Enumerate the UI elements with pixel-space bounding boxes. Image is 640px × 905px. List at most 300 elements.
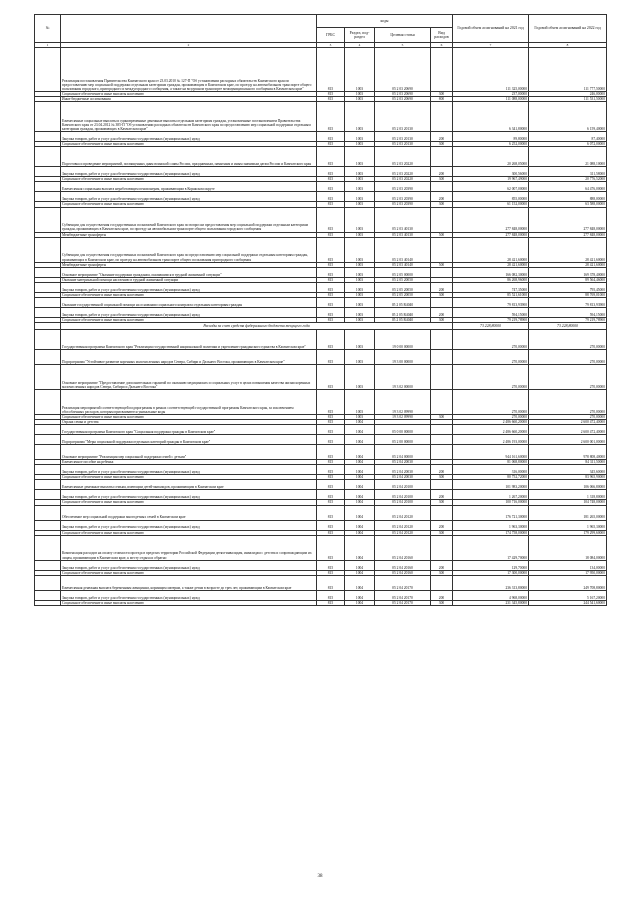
cell-celevaya: 19 3 00 00000 — [375, 350, 431, 365]
cell-value-2021: 17 429,70000 — [453, 535, 529, 560]
cell-value-2022: 270,00000 — [529, 350, 607, 365]
cell-value-2022: 79 219,78900 — [529, 317, 607, 322]
cell-num — [35, 425, 61, 435]
cell-razdel: 1003 — [345, 232, 375, 237]
cell-razdel: 1003 — [345, 202, 375, 207]
cell-celevaya: 05 2 03 20390 — [375, 182, 431, 192]
cell-celevaya: 05 2 04 20160 — [375, 535, 431, 560]
cell-celevaya: 05 2 04 20120 — [375, 530, 431, 535]
cell-value-2021: 61 152,00000 — [453, 202, 529, 207]
cell-name: Закупка товаров, работ и услуг для обеспечения государственных (муниципальных) нужд — [61, 520, 317, 530]
cell-vid — [431, 48, 453, 92]
header-vid: Вид расходов — [431, 28, 453, 43]
cell-value-2022: 106 066,80000 — [529, 480, 607, 490]
budget-table-sheet — [34, 14, 606, 606]
cell-celevaya: 05 2 04 20100 — [375, 480, 431, 490]
cell-value-2022: 345,60000 — [529, 465, 607, 475]
cell-grbs: 815 — [317, 560, 345, 570]
colnum-2: 2 — [61, 43, 317, 48]
cell-value-2022: 134,00000 — [529, 560, 607, 570]
cell-name: Реализация постановления Правительства Камчатского края от 23.03.2010 № 127-П "Об установлении расходных обязательств Камчатского края по предоставлению мер социальной поддержки отдельным категориям граждан, проживающим в Камчатском крае, по проезду на автомобильном транспорте общего пользования городского, пригородного и междугородного сообщения, а также на воздушном транспорте межмуниципального сообщения в Камчатском крае" — [61, 48, 317, 92]
cell-name: Закупка товаров, работ и услуг для обеспечения государственных (муниципальных) нужд — [61, 560, 317, 570]
cell-vid: 200 — [431, 520, 453, 530]
cell-celevaya: 05 2 03 20690 — [375, 48, 431, 92]
cell-value-2022: 20 776,52000 — [529, 177, 607, 182]
cell-razdel: 1003 — [345, 267, 375, 277]
cell-razdel: 1003 — [345, 330, 375, 350]
cell-vid: 500 — [431, 232, 453, 237]
cell-value-2022: 111 777,50000 — [529, 48, 607, 92]
cell-name: Основное мероприятие "Оказание поддержки гражданам, оказавшимся в трудной жизненной ситуации" — [61, 267, 317, 277]
cell-razdel: 1004 — [345, 560, 375, 570]
cell-value-2022: 244 541,60000 — [529, 600, 607, 605]
cell-celevaya: 05 2 04 20160 — [375, 560, 431, 570]
header-year-2022: Годовой объем ассигнований на 2022 год — [529, 15, 607, 43]
cell-grbs: 815 — [317, 232, 345, 237]
cell-grbs: 815 — [317, 520, 345, 530]
cell-value-2022: 79 813,93900 — [529, 297, 607, 307]
cell-vid: 200 — [431, 167, 453, 177]
cell-vid: 300 — [431, 475, 453, 480]
cell-value-2022: 2 600 472,40000 — [529, 425, 607, 435]
cell-vid — [431, 297, 453, 307]
cell-grbs: 815 — [317, 167, 345, 177]
cell-num — [35, 147, 61, 167]
cell-value-2021: 62 007,00000 — [453, 182, 529, 192]
cell-value-2021: 2 486 193,00000 — [453, 435, 529, 445]
cell-celevaya: 05 2 03 20390 — [375, 202, 431, 207]
cell-celevaya: 05 0 00 00000 — [375, 425, 431, 435]
cell-value-2022: 104 748,00000 — [529, 500, 607, 505]
cell-name: Социальное обеспечение и иные выплаты населению — [61, 292, 317, 297]
cell-vid: 300 — [431, 600, 453, 605]
cell-num — [35, 365, 61, 390]
cell-razdel: 1003 — [345, 415, 375, 420]
cell-value-2021: 236 313,80000 — [453, 575, 529, 590]
cell-celevaya: 05 2 04 20170 — [375, 575, 431, 590]
cell-razdel: 1003 — [345, 167, 375, 177]
cell-name: Социальное обеспечение и иные выплаты населению — [61, 600, 317, 605]
cell-value-2022: 179 299,60000 — [529, 530, 607, 535]
cell-vid: 300 — [431, 570, 453, 575]
cell-celevaya: 05 2 03 20690 — [375, 97, 431, 102]
section-value-2022: 73 228,80000 — [529, 323, 607, 330]
cell-grbs: 815 — [317, 505, 345, 520]
cell-razdel: 1003 — [345, 307, 375, 317]
cell-grbs: 815 — [317, 202, 345, 207]
cell-grbs: 815 — [317, 147, 345, 167]
cell-razdel: 1004 — [345, 600, 375, 605]
cell-name: Охрана семьи и детства — [61, 420, 317, 425]
cell-value-2022: 28 421,60000 — [529, 262, 607, 267]
cell-name: Социальное обеспечение и иные выплаты населению — [61, 415, 317, 420]
table-row — [35, 207, 607, 232]
table-row — [35, 267, 607, 277]
table-row — [35, 132, 607, 142]
cell-value-2022: 246,00000 — [529, 92, 607, 97]
cell-celevaya: 05 2 03 20220 — [375, 147, 431, 167]
cell-celevaya: 05 2 03 40140 — [375, 237, 431, 262]
cell-celevaya: 05 2 03 40130 — [375, 232, 431, 237]
cell-vid — [431, 435, 453, 445]
cell-vid — [431, 505, 453, 520]
cell-name: Компенсация расходов на оплату стоимости проезда в пределах территории Российской Федерации детям-инвалидам, инвалидам с детства и сопровождающим их лицам, проживающим в Камчатском крае, к месту отдыха и обратно — [61, 535, 317, 560]
cell-value-2021: 79 813,93900 — [453, 297, 529, 307]
cell-num — [35, 167, 61, 177]
section-subtotal-row — [35, 323, 607, 330]
cell-grbs: 815 — [317, 390, 345, 415]
cell-vid: 200 — [431, 192, 453, 202]
cell-value-2022: 6 159,40000 — [529, 102, 607, 132]
header-year-2021: Годовой объем ассигнований на 2021 год — [453, 15, 529, 43]
table-row — [35, 520, 607, 530]
cell-celevaya: 05 2 00 00000 — [375, 435, 431, 445]
cell-grbs: 815 — [317, 445, 345, 460]
cell-grbs: 815 — [317, 570, 345, 575]
cell-vid: 300 — [431, 142, 453, 147]
cell-name: Социальное обеспечение и иные выплаты населению — [61, 202, 317, 207]
cell-num — [35, 560, 61, 570]
cell-razdel: 1003 — [345, 48, 375, 92]
cell-vid: 200 — [431, 465, 453, 475]
cell-value-2021: 270,00000 — [453, 330, 529, 350]
cell-celevaya: 05 2 03 20390 — [375, 192, 431, 202]
cell-grbs: 815 — [317, 282, 345, 292]
colnum-1: 1 — [35, 43, 61, 48]
cell-value-2021: 944 161,60000 — [453, 445, 529, 460]
section-title: Расходы за счет средств федерального бюджета текущего года — [61, 323, 453, 330]
cell-vid — [431, 102, 453, 132]
cell-celevaya: 05 2 05 R4040 — [375, 297, 431, 307]
cell-name: Ежемесячные социальные выплаты и единовременные денежные выплаты отдельным категориям граждан, установленные постановлением Правительства Камчатского края от 23.04.2012 № 385-П "Об установлении расходных обязательств Камчатского края по предоставлению мер социальной поддержки отдельным категориям граждан, проживающих в Камчатском крае" — [61, 102, 317, 132]
cell-value-2022: 978 808,40000 — [529, 445, 607, 460]
cell-grbs: 815 — [317, 330, 345, 350]
cell-grbs: 815 — [317, 415, 345, 420]
cell-razdel: 1004 — [345, 535, 375, 560]
table-row — [35, 307, 607, 317]
cell-vid: 300 — [431, 202, 453, 207]
cell-value-2022: 594,15000 — [529, 307, 607, 317]
cell-num — [35, 282, 61, 292]
cell-razdel: 1003 — [345, 262, 375, 267]
cell-value-2021: 747,35000 — [453, 282, 529, 292]
cell-value-2021: 277 848,00000 — [453, 207, 529, 232]
cell-razdel: 1003 — [345, 102, 375, 132]
table-row — [35, 390, 607, 415]
cell-razdel: 1003 — [345, 365, 375, 390]
header-celevaya: Целевая статья — [375, 28, 431, 43]
cell-vid — [431, 425, 453, 435]
cell-value-2021: 174 758,00000 — [453, 530, 529, 535]
cell-value-2021: 85 521,61000 — [453, 292, 529, 297]
cell-num — [35, 465, 61, 475]
cell-num — [35, 575, 61, 590]
cell-name: Обеспечение мер социальной поддержки многодетных семей в Камчатском крае — [61, 505, 317, 520]
cell-name: Государственная программа Камчатского края "Социальная поддержка граждан в Камчатском крае" — [61, 425, 317, 435]
cell-razdel: 1004 — [345, 435, 375, 445]
cell-value-2021: 270,00000 — [453, 415, 529, 420]
cell-num — [35, 267, 61, 277]
cell-celevaya: 05 2 05 R4040 — [375, 307, 431, 317]
table-row — [35, 350, 607, 365]
cell-value-2021: 6 341,80000 — [453, 102, 529, 132]
cell-grbs: 815 — [317, 500, 345, 505]
cell-razdel: 1003 — [345, 142, 375, 147]
cell-celevaya: 05 2 03 20690 — [375, 92, 431, 97]
cell-grbs: 815 — [317, 490, 345, 500]
cell-celevaya: 05 2 03 20130 — [375, 102, 431, 132]
cell-grbs: 815 — [317, 460, 345, 465]
table-row — [35, 445, 607, 460]
cell-vid: 200 — [431, 132, 453, 142]
cell-vid — [431, 267, 453, 277]
cell-grbs: 815 — [317, 92, 345, 97]
cell-value-2022: 111 531,50000 — [529, 97, 607, 102]
cell-celevaya: 05 2 05 00000 — [375, 267, 431, 277]
cell-value-2021: 300,56000 — [453, 167, 529, 177]
cell-celevaya: 19 3 02 09990 — [375, 415, 431, 420]
cell-celevaya: 05 2 05 R4040 — [375, 317, 431, 322]
cell-vid — [431, 237, 453, 262]
cell-celevaya: 05 2 04 20120 — [375, 505, 431, 520]
budget-table — [34, 14, 607, 606]
cell-value-2022: 270,00000 — [529, 390, 607, 415]
cell-celevaya: 05 2 05 20050 — [375, 277, 431, 282]
cell-razdel: 1003 — [345, 147, 375, 167]
table-row — [35, 330, 607, 350]
cell-razdel: 1004 — [345, 475, 375, 480]
section-num-cell — [35, 323, 61, 330]
colnum-3: 3 — [317, 43, 345, 48]
cell-grbs: 815 — [317, 102, 345, 132]
cell-num — [35, 590, 61, 600]
cell-vid: 200 — [431, 282, 453, 292]
cell-vid: 800 — [431, 97, 453, 102]
cell-vid: 300 — [431, 92, 453, 97]
cell-grbs: 815 — [317, 267, 345, 277]
cell-value-2022: 888,00000 — [529, 192, 607, 202]
cell-name: Социальное обеспечение и иные выплаты населению — [61, 177, 317, 182]
colnum-8: 8 — [529, 43, 607, 48]
cell-name: Межбюджетные трансферты — [61, 262, 317, 267]
cell-razdel: 1003 — [345, 292, 375, 297]
cell-razdel: 1004 — [345, 575, 375, 590]
cell-razdel: 1003 — [345, 277, 375, 282]
cell-value-2022: 311,58000 — [529, 167, 607, 177]
header-row-top — [35, 15, 607, 28]
header-num: № — [35, 15, 61, 43]
cell-value-2022: 87,40000 — [529, 132, 607, 142]
cell-value-2022: 6 072,00000 — [529, 142, 607, 147]
cell-value-2021: 89,80000 — [453, 132, 529, 142]
page-number: 38 — [317, 874, 323, 879]
cell-grbs: 815 — [317, 237, 345, 262]
header-name — [61, 15, 317, 43]
cell-celevaya: 05 2 04 20160 — [375, 570, 431, 575]
cell-grbs: 815 — [317, 317, 345, 322]
cell-value-2022: 88 769,01000 — [529, 292, 607, 297]
cell-vid — [431, 480, 453, 490]
cell-value-2021: 270,00000 — [453, 365, 529, 390]
cell-name: Подпрограмма "Меры социальной поддержки отдельных категорий граждан в Камчатском крае" — [61, 435, 317, 445]
table-row — [35, 535, 607, 560]
cell-grbs: 815 — [317, 480, 345, 490]
cell-num — [35, 435, 61, 445]
table-row — [35, 600, 607, 605]
cell-razdel: 1004 — [345, 460, 375, 465]
cell-name: Социальное обеспечение и иные выплаты населению — [61, 500, 317, 505]
cell-razdel: 1004 — [345, 520, 375, 530]
cell-razdel: 1004 — [345, 500, 375, 505]
table-row — [35, 465, 607, 475]
cell-value-2021: 594,15000 — [453, 307, 529, 317]
cell-grbs: 815 — [317, 277, 345, 282]
cell-razdel: 1004 — [345, 480, 375, 490]
cell-value-2022: 270,00000 — [529, 330, 607, 350]
cell-name: Субвенции для осуществления государственных полномочий Камчатского края по вопросам предоставления мер социальной поддержки отдельным категориям граждан, проживающих в Камчатском крае, по проезду на автомобильном транспорте общего пользования городского сообщения — [61, 207, 317, 232]
cell-grbs: 815 — [317, 207, 345, 232]
cell-num — [35, 182, 61, 192]
cell-name: Социальное обеспечение и иные выплаты населению — [61, 530, 317, 535]
cell-num — [35, 192, 61, 202]
cell-vid — [431, 390, 453, 415]
cell-razdel: 1004 — [345, 465, 375, 475]
cell-name: Закупка товаров, работ и услуг для обеспечения государственных (муниципальных) нужд — [61, 465, 317, 475]
cell-value-2021: 129,70000 — [453, 560, 529, 570]
cell-num — [35, 48, 61, 92]
cell-vid: 200 — [431, 490, 453, 500]
cell-vid — [431, 147, 453, 167]
cell-razdel: 1003 — [345, 297, 375, 307]
cell-razdel: 1003 — [345, 282, 375, 292]
cell-razdel: 1004 — [345, 570, 375, 575]
table-row — [35, 480, 607, 490]
cell-vid: 500 — [431, 262, 453, 267]
cell-value-2022: 2 600 472,40000 — [529, 420, 607, 425]
cell-num — [35, 390, 61, 415]
cell-value-2022: 1 318,80000 — [529, 490, 607, 500]
table-row — [35, 192, 607, 202]
header-codes: коды — [317, 15, 453, 28]
table-row — [35, 560, 607, 570]
cell-value-2021: 316,00000 — [453, 465, 529, 475]
cell-value-2022: 64 476,00000 — [529, 182, 607, 192]
cell-value-2021: 28 421,60000 — [453, 262, 529, 267]
colnum-4: 4 — [345, 43, 375, 48]
cell-value-2022: 270,00000 — [529, 365, 607, 390]
cell-grbs: 815 — [317, 600, 345, 605]
cell-razdel: 1003 — [345, 132, 375, 142]
cell-vid — [431, 445, 453, 460]
cell-value-2021: 176 721,30000 — [453, 505, 529, 520]
cell-grbs: 815 — [317, 192, 345, 202]
cell-value-2022: 1 965,30000 — [529, 520, 607, 530]
table-body — [35, 48, 607, 606]
cell-name: Субвенции для осуществления государственных полномочий Камчатского края по предоставлению мер социальной поддержки отдельным категориям граждан, проживающих в Камчатском крае, по проезду на автомобильном транспорте общего пользования пригородного сообщения — [61, 237, 317, 262]
table-row — [35, 182, 607, 192]
cell-celevaya: 05 2 04 00000 — [375, 445, 431, 460]
cell-vid — [431, 182, 453, 192]
cell-vid: 300 — [431, 415, 453, 420]
cell-grbs: 815 — [317, 307, 345, 317]
cell-name: Основное мероприятие "Реализация мер социальной поддержки семей с детьми" — [61, 445, 317, 460]
cell-grbs: 815 — [317, 350, 345, 365]
cell-value-2021: 166 082,30000 — [453, 267, 529, 277]
cell-razdel: 1003 — [345, 237, 375, 262]
cell-value-2022: 84 311,50000 — [529, 460, 607, 465]
cell-razdel: 1004 — [345, 490, 375, 500]
table-row — [35, 147, 607, 167]
cell-num — [35, 132, 61, 142]
cell-name: Социальное обеспечение и иные выплаты населению — [61, 475, 317, 480]
cell-razdel: 1003 — [345, 97, 375, 102]
cell-name: Оказание материальной помощи населению в трудной жизненной ситуации — [61, 277, 317, 282]
cell-grbs: 815 — [317, 97, 345, 102]
header-grbs: ГРБС — [317, 28, 345, 43]
cell-value-2021: 111 325,00000 — [453, 48, 529, 92]
cell-num — [35, 207, 61, 232]
table-row — [35, 505, 607, 520]
table-row — [35, 435, 607, 445]
cell-value-2021: 111 088,00000 — [453, 97, 529, 102]
cell-celevaya: 05 2 03 20130 — [375, 132, 431, 142]
cell-grbs: 815 — [317, 132, 345, 142]
cell-razdel: 1004 — [345, 420, 375, 425]
cell-grbs: 815 — [317, 48, 345, 92]
cell-vid: 300 — [431, 292, 453, 297]
cell-vid: 300 — [431, 317, 453, 322]
table-row — [35, 237, 607, 262]
cell-vid: 200 — [431, 590, 453, 600]
cell-name: Закупка товаров, работ и услуг для обеспечения государственных (муниципальных) нужд — [61, 590, 317, 600]
cell-grbs: 815 — [317, 590, 345, 600]
cell-value-2022: 5 167,20000 — [529, 590, 607, 600]
cell-name: Основное мероприятие "Предоставление дополнительных гарантий по оказанию медицинских и социальных услуг в целях повышения качества жизни коренных малочисленных народов Севера, Сибири и Дальнего Востока" — [61, 365, 317, 390]
cell-razdel: 1004 — [345, 505, 375, 520]
cell-value-2021: 2 486 660,20000 — [453, 425, 529, 435]
cell-value-2021: 28 421,60000 — [453, 237, 529, 262]
cell-value-2021: 79 219,78900 — [453, 317, 529, 322]
cell-value-2021: 100 716,00000 — [453, 500, 529, 505]
cell-grbs: 815 — [317, 575, 345, 590]
cell-value-2022: 169 378,40000 — [529, 267, 607, 277]
cell-name: Социальное обеспечение и иные выплаты населению — [61, 570, 317, 575]
cell-value-2021: 1 963,30000 — [453, 520, 529, 530]
cell-celevaya: 05 2 05 20050 — [375, 292, 431, 297]
cell-razdel: 1003 — [345, 390, 375, 415]
cell-vid — [431, 350, 453, 365]
cell-name: Закупка товаров, работ и услуг для обеспечения государственных (муниципальных) нужд — [61, 307, 317, 317]
colnum-6: 6 — [431, 43, 453, 48]
cell-grbs: 815 — [317, 530, 345, 535]
cell-celevaya: 05 2 04 20030 — [375, 460, 431, 465]
cell-name: Реализация мероприятий соответствующей подпрограммы в рамках соответствующей государственной программы Камчатского края, за исключением обособленных расходов, которым присваиваются уникальные коды — [61, 390, 317, 415]
cell-num — [35, 307, 61, 317]
cell-value-2021: 19 967,49000 — [453, 177, 529, 182]
cell-value-2021: 855,00000 — [453, 192, 529, 202]
cell-razdel: 1004 — [345, 425, 375, 435]
cell-value-2021: 231 345,80000 — [453, 600, 529, 605]
cell-vid: 300 — [431, 177, 453, 182]
cell-razdel: 1004 — [345, 530, 375, 535]
cell-celevaya: 05 2 03 20220 — [375, 167, 431, 177]
cell-celevaya: 05 2 04 20170 — [375, 590, 431, 600]
cell-grbs: 815 — [317, 535, 345, 560]
cell-num — [35, 535, 61, 560]
cell-num — [35, 102, 61, 132]
cell-value-2022: 28 421,60000 — [529, 237, 607, 262]
colnum-5: 5 — [375, 43, 431, 48]
